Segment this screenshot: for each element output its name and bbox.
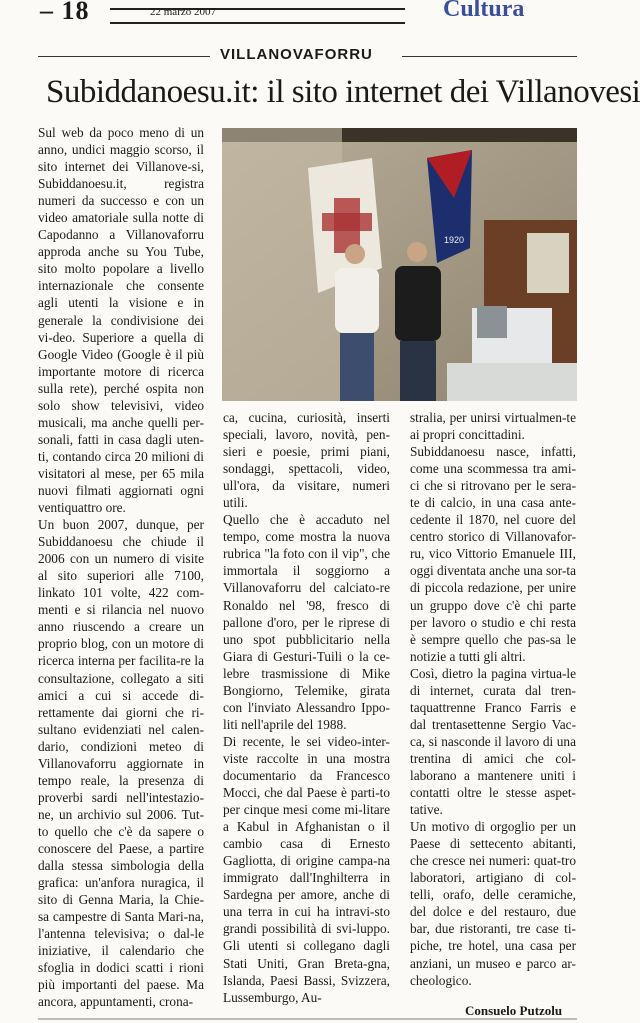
header-rule-bottom xyxy=(110,22,405,24)
header-date: 22 marzo 2007 xyxy=(150,6,216,18)
paragraph: Sul web da poco meno di un anno, undici maggio scorso, il sito internet dei Villanove-si, Subiddanoesu.it, registra numeri da successo e con un video amatoriale sulla notte di Capodanno a Villanovaforru approda anche su You Tube, sito molto popolare a livello internazionale che consente agli utenti la visione e in generale la condivisione dei vi-deo. Superiore a quella di Google Video (Google è il più importante motore di ricerca sulla rete), perché ospita non solo show televisivi, video musicali, ma anche quelli per-sonali, fatti in casa dagli uten-ti, contando circa 20 milioni di visitatori al mese, per 65 mila nuovi filmati aggiornati ogni ventiquattro ore. xyxy=(38,125,204,516)
paragraph: Un motivo di orgoglio per un Paese di settecento abitanti, che cresce nei numeri: quat-tro laboratori, artigiano di col-telli, orafo, delle ceramiche, del dolce e del restauro, due bar, due ristoranti, tre case ti-piche, tre hotel, una casa per anziani, un museo e parco ar-cheologico. xyxy=(410,819,576,988)
paragraph: Così, dietro la pagina virtua-le di internet, curata dal tren-taquattrenne Franco Farris e dal trentasettenne Sergio Vac-ca, si nasconde il lavoro di una trentina di amici che col-laborano a mantenere uniti i contatti oltre le stesse aspet-tative. xyxy=(410,665,576,818)
article-column-1 xyxy=(38,124,204,1010)
section-title: Cultura xyxy=(443,0,525,22)
paragraph: Subiddanoesu nasce, infatti, come una scommessa tra ami-ci che si ritrovano per le sera-te di calcio, in una casa ante-cedente il 1870, nel cuore del centro storico di Villanovafor-ru, vico Vittorio Emanuele III, oggi diventata anche una sor-ta di piccola redazione, per unire un gruppo dove c'è chi parte per lavoro o studio e chi resta è sempre quello che pas-sa le notizie a tutti gli altri. xyxy=(410,444,576,664)
kicker-rule-right xyxy=(402,56,577,57)
paragraph: Un buon 2007, dunque, per Subiddanoesu che chiude il 2006 con un numero di visite al sito superiori alle 7100, linkato 101 volte, 422 com-menti e si rilancia nel nuovo anno riuscendo a creare un proprio blog, con un motore di ricerca interna per facilita-re la consultazione, collegato a siti amici a cui si accede di-rettamente dai giorni che ri-sultano evidenziati nel calen-dario, condizioni meteo di Villanovaforru aggiornate in tempo reale, la presenza di proverbi sardi nell'intestazio-ne, un archivio sul 2006. Tut-to quello che c'è da sapere o conoscere del Paese, a partire dalla stessa simbologia della grafica: un'anfora nuragica, il sito di Genna Maria, la Chie-sa campestre di Santa Mari-na, l'antenna televisiva; o dal-le iniziative, il calendario che sfoglia in dodici scatti i rioni più importanti del paese. Ma ancora, appuntamenti, crona- xyxy=(38,517,204,1010)
paragraph: ca, cucina, curiosità, inserti speciali, lavoro, novità, pen-sieri e poesie, primi piani, sondaggi, spettacoli, video, ull'ora, da visitare, numeri utili. xyxy=(223,410,390,511)
flag-text: 1920 xyxy=(444,235,465,245)
paragraph: Di recente, le sei video-inter-viste raccolte in una mostra documentario da Francesco Mocci, che dal Paese è parti-to per cinque mesi come mi-litare a Kabul in Afghanistan o il cambio casa di Ernesto Gagliotta, di origine campa-na immigrato dall'Inghilterra in Sardegna per amore, anche di una terra in cui ha intravi-sto grandi possibilità di svi-luppo. Gli utenti si collegano dagli Stati Uniti, Gran Breta-gna, Islanda, Paesi Bassi, Svizzera, Lussemburgo, Au- xyxy=(223,733,390,1005)
bottom-rule xyxy=(38,1018,577,1020)
kicker-rule-left xyxy=(38,56,210,57)
article-column-2 xyxy=(223,409,390,1006)
headline: Subiddanoesu.it: il sito internet dei Villanovesi xyxy=(46,74,640,110)
page-number: – 18 xyxy=(40,0,90,25)
paragraph: Quello che è accaduto nel tempo, come mostra la nuova rubrica "la foto con il vip", che immortala il soggiorno a Villanovaforru del calciato-re Ronaldo nel '98, fresco di pallone d'oro, per le riprese di uno spot pubblicitario nella Giara di Gesturi-Tuili o la ce-lebre trasmissione di Mike Bongiorno, Telemike, girata con l'inviato Alessandro Ippo-liti nell'aprile del 1988. xyxy=(223,512,390,732)
article-column-3 xyxy=(410,409,576,989)
paragraph: stralia, per unirsi virtualmen-te ai propri concittadini. xyxy=(410,410,576,443)
article-photo xyxy=(222,128,577,401)
kicker: VILLANOVAFORRU xyxy=(220,46,373,63)
byline: Consuelo Putzolu xyxy=(465,1003,563,1018)
